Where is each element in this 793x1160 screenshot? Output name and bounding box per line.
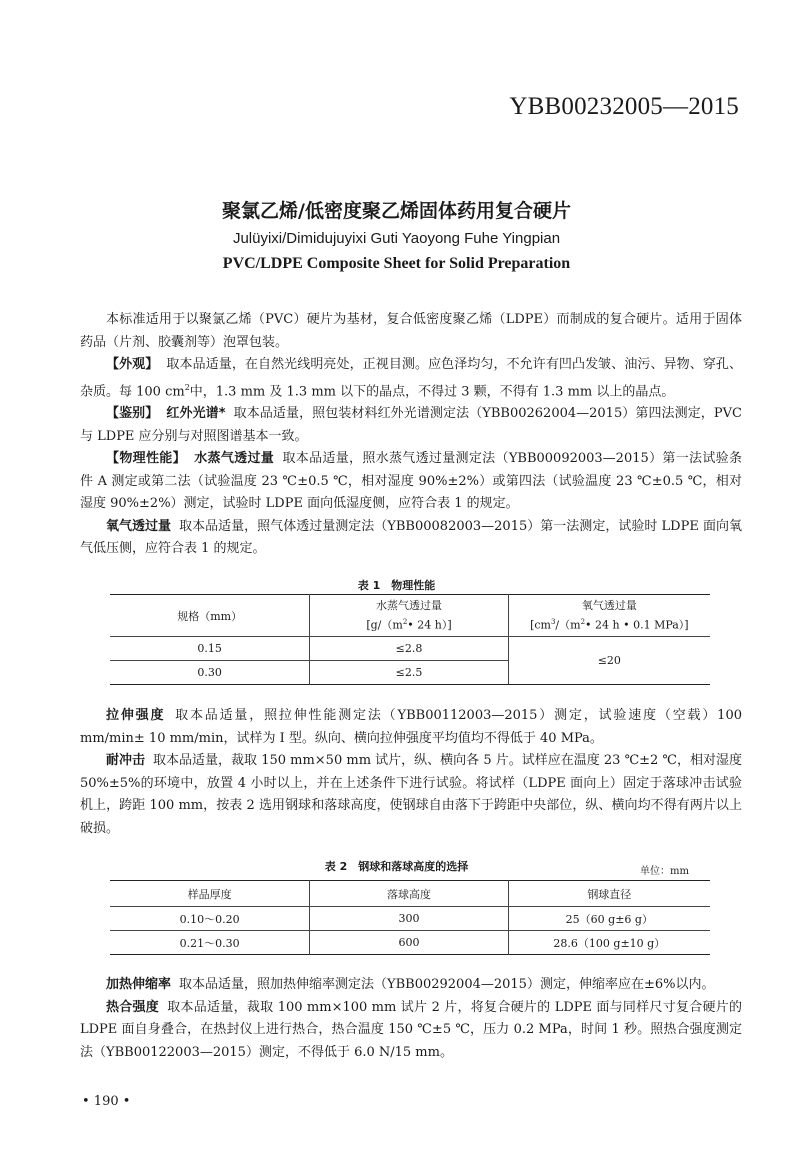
appearance-label: 【外观】 <box>106 357 159 372</box>
table-physical-properties <box>110 594 710 685</box>
table-header-row <box>110 595 710 637</box>
tensile-paragraph <box>80 705 742 750</box>
appearance-paragraph <box>80 354 742 403</box>
spec-cell: 0.15 <box>197 642 222 655</box>
table-header-row <box>110 881 710 907</box>
oxygen-header-name: 氧气透过量 <box>581 599 637 613</box>
table1-caption: 表 1 物理性能 <box>357 579 436 592</box>
oxygen-label: 氧气透过量 <box>106 518 172 534</box>
spec-cell: 0.30 <box>197 666 222 679</box>
oxygen-header-unit: [$cm^3/(m^2•$ 24 h • 0.1 MPa）] <box>530 618 689 632</box>
oxygen-paragraph <box>80 516 742 561</box>
identification-label: 【鉴别】 <box>106 406 159 422</box>
drop-height-cell: 300 <box>310 907 508 931</box>
water-cell: ≤2.5 <box>310 661 508 685</box>
impact-paragraph <box>80 750 742 840</box>
oxygen-text: 取本品适量，照气体透过量测定法（YBB00082003—2015）第一法测定，试验时 LDPE 面向氧气低压侧，应符合表 1 的规定。 <box>80 518 742 557</box>
identification-sub-label: 红外光谱* <box>166 406 226 422</box>
drop-height-cell: 600 <box>310 931 508 955</box>
body-section-3 <box>80 974 742 1064</box>
intro-paragraph: 本标准适用于以聚氯乙烯（PVC）硬片为基材，复合低密度聚乙烯（LDPE）而制成的复合硬片。适用于固体药品（片剂、胶囊剂等）泡罩包装。 <box>80 312 742 350</box>
heat-seal-paragraph <box>80 997 742 1065</box>
thickness-cell: 0.10～0.20 <box>179 912 240 926</box>
water-cell: ≤2.8 <box>310 637 508 661</box>
oxygen-value-cell: ≤20 <box>508 637 710 685</box>
title-pinyin: Julüyixi/Dimidujuyixi Guti Yaoyong Fuhe Yingpian <box>232 230 561 247</box>
water-vapor-text: 取本品适量，照水蒸气透过量测定法（YBB00092003—2015）第一法试验条件 A 测定或第二法（试验温度 23 ℃±0.5 ℃，相对湿度 90%±2%）或第四法（试验温度 23 ℃±0.5 ℃，相对湿度 90%±2%）测定，试验时 LDPE 面向低湿度侧，应符合表 1 的规定。 <box>80 451 742 512</box>
impact-text: 取本品适量，裁取 150 mm×50 mm 试片，纵、横向各 5 片。试样应在温度 23 ℃±2 ℃，相对湿度 50%±5%的环境中，放置 4 小时以上，并在上述条件下进行试验。将试样（LDPE 面向上）固定于落球冲击试验机上，跨距 100 mm，按表 2 选用钢球和落球高度，使钢球自由落下于跨距中央部位，纵、横向均不得有两片以上破损。 <box>80 753 742 836</box>
heat-shrink-label: 加热伸缩率 <box>106 977 172 992</box>
ball-diameter-cell: 25（60 g±6 g） <box>508 907 710 931</box>
impact-label: 耐冲击 <box>106 753 146 768</box>
physical-label: 【物理性能】 <box>106 451 186 467</box>
appearance-text-1: 取本品适量，在自然光线明亮处，正视目测。应色泽均匀，不允许有凹凸发皱、油污、异物、穿孔、杂质。每 100 cm <box>80 357 742 399</box>
water-header-unit: [$g/(m^2•$ 24 h）] <box>366 618 452 632</box>
title-chinese: 聚氯乙烯/低密度聚乙烯固体药用复合硬片 <box>222 200 571 222</box>
page-number: • 190 • <box>82 1094 131 1109</box>
table2-caption: 表 2 钢球和落球高度的选择 <box>324 860 469 873</box>
ball-diameter-cell: 28.6（100 g±10 g） <box>508 931 710 955</box>
body-section-1 <box>80 309 742 561</box>
table2-unit: 单位：mm <box>640 866 689 877</box>
table-row <box>110 907 710 931</box>
title-english: PVC/LDPE Composite Sheet for Solid Preparation <box>222 255 571 272</box>
appearance-sup: 2 <box>184 382 190 392</box>
header-cell-drop-height: 落球高度 <box>310 881 508 907</box>
header-cell-oxygen <box>508 595 710 637</box>
heat-seal-text: 取本品适量，裁取 100 mm×100 mm 试片 2 片，将复合硬片的 LDPE 面与同样尺寸复合硬片的 LDPE 面自身叠合，在热封仪上进行热合，热合温度 150 ℃±5 ℃，压力 0.2 MPa，时间 1 秒。照热合强度测定法（YBB00122003—2015）测定，不得低于 6.0 N/15 mm。 <box>80 999 742 1060</box>
water-vapor-label: 水蒸气透过量 <box>193 451 275 467</box>
table-row <box>110 931 710 955</box>
tensile-label: 拉伸强度 <box>106 708 166 723</box>
body-section-2 <box>80 705 742 840</box>
identification-paragraph <box>80 403 742 448</box>
appearance-text-2: 中，1.3 mm 及 1.3 mm 以下的晶点，不得过 3 颗，不得有 1.3 mm 以上的晶点。 <box>189 383 675 399</box>
standard-code: YBB00232005—2015 <box>509 93 739 120</box>
tensile-text: 取本品适量，照拉伸性能测定法（YBB00112003—2015）测定，试验速度（空载）100 mm/min± 10 mm/min，试样为 I 型。纵向、横向拉伸强度平均值均不得低于 40 MPa。 <box>80 708 742 746</box>
heat-shrink-paragraph <box>80 974 742 997</box>
physical-water-paragraph <box>80 448 742 516</box>
header-cell-spec: 规格（mm） <box>177 609 243 623</box>
identification-text: 取本品适量，照包装材料红外光谱测定法（YBB00262004—2015）第四法测定，PVC 与 LDPE 应分别与对照图谱基本一致。 <box>80 406 742 444</box>
water-header-name: 水蒸气透过量 <box>376 599 442 613</box>
table-row <box>110 637 710 661</box>
heat-seal-label: 热合强度 <box>106 999 160 1015</box>
thickness-cell: 0.21～0.30 <box>179 936 240 950</box>
header-cell-thickness: 样品厚度 <box>187 887 232 901</box>
table-ball-selection <box>110 880 710 955</box>
header-cell-ball-diameter: 钢球直径 <box>508 881 710 907</box>
header-cell-water <box>310 595 508 637</box>
heat-shrink-text: 取本品适量，照加热伸缩率测定法（YBB00292004—2015）测定，伸缩率应在±6%以内。 <box>179 977 715 992</box>
